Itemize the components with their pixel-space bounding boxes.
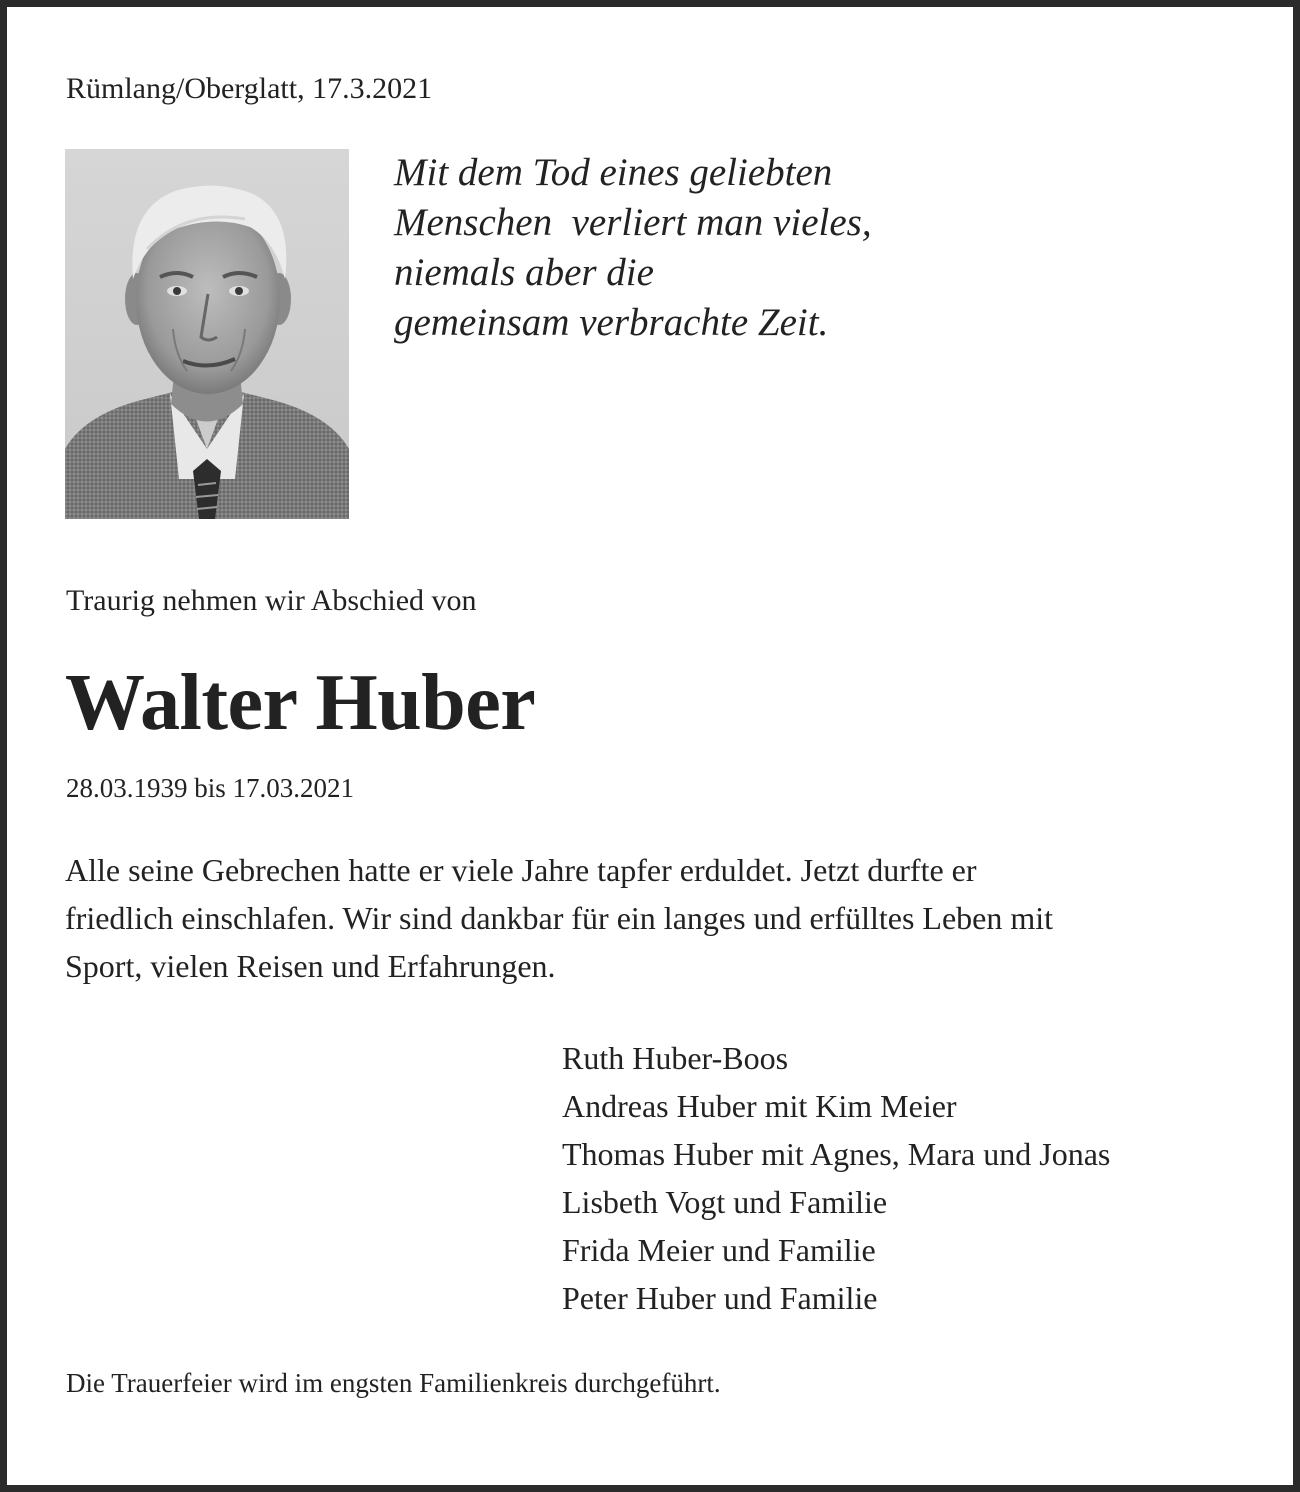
body-line: Alle seine Gebrechen hatte er viele Jahre tapfer erduldet. Jetzt durfte er bbox=[65, 852, 977, 888]
mourner-name: Thomas Huber mit Agnes, Mara und Jonas bbox=[562, 1136, 1111, 1172]
memorial-quote bbox=[394, 148, 872, 348]
quote-line: gemeinsam verbrachte Zeit. bbox=[394, 301, 829, 344]
portrait-photo-icon bbox=[65, 149, 349, 519]
mourner-name: Lisbeth Vogt und Familie bbox=[562, 1184, 888, 1220]
portrait-photo bbox=[65, 149, 349, 519]
place-and-date: Rümlang/Oberglatt, 17.3.2021 bbox=[66, 72, 433, 105]
body-line: friedlich einschlafen. Wir sind dankbar für ein langes und erfülltes Leben mit bbox=[65, 900, 1054, 936]
mourner-name: Frida Meier und Familie bbox=[562, 1232, 876, 1268]
quote-line: Menschen verliert man vieles, bbox=[394, 201, 872, 244]
mourner-name: Andreas Huber mit Kim Meier bbox=[562, 1088, 957, 1124]
mourners-list bbox=[562, 1034, 1110, 1322]
farewell-intro: Traurig nehmen wir Abschied von bbox=[66, 584, 477, 617]
obituary-text bbox=[65, 846, 1255, 990]
funeral-note: Die Trauerfeier wird im engsten Familienkreis durchgeführt. bbox=[66, 1368, 721, 1398]
mourner-name: Peter Huber und Familie bbox=[562, 1280, 878, 1316]
life-dates: 28.03.1939 bis 17.03.2021 bbox=[66, 773, 355, 803]
deceased-name: Walter Huber bbox=[65, 659, 536, 747]
quote-line: Mit dem Tod eines geliebten bbox=[394, 151, 833, 194]
quote-line: niemals aber die bbox=[394, 251, 654, 294]
mourner-name: Ruth Huber-Boos bbox=[562, 1040, 789, 1076]
body-line: Sport, vielen Reisen und Erfahrungen. bbox=[65, 948, 556, 984]
